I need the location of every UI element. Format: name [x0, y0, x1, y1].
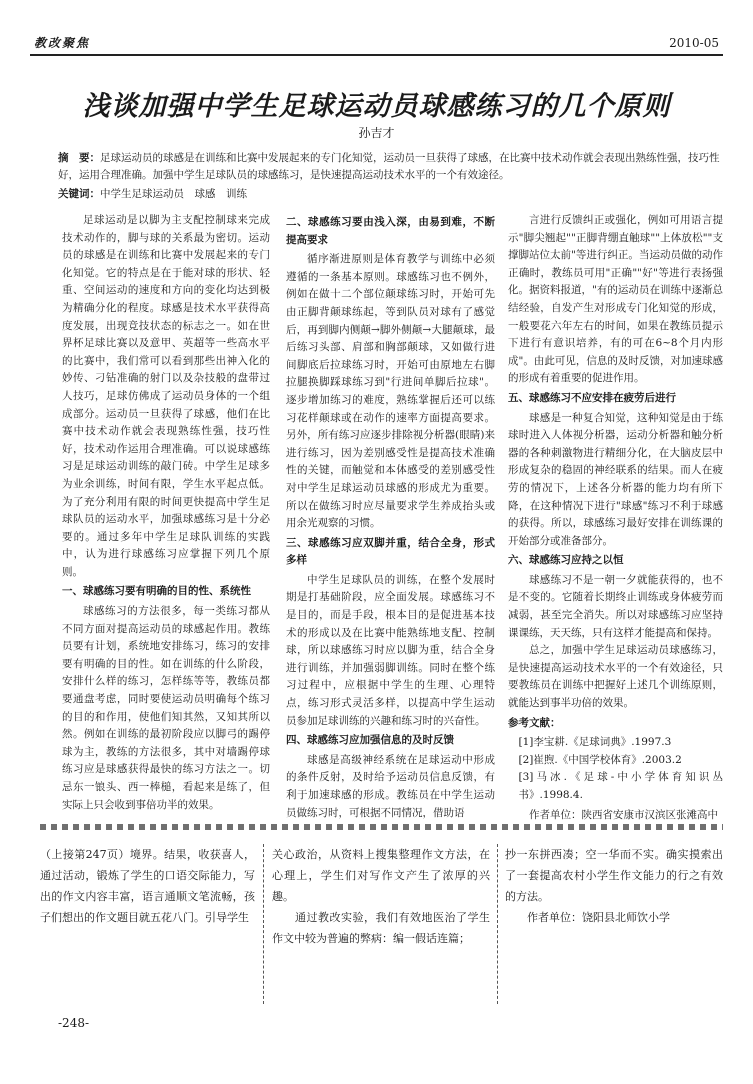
- issue-number: 2010-05: [669, 36, 719, 50]
- abstract: [58, 150, 723, 184]
- column-separator: [263, 844, 264, 1004]
- paragraph: 言进行反馈纠正或强化，例如可用语言提示"脚尖翘起""正脚背绷直触球""上体放松""支撑脚站位太前"等进行纠正。当运动员做的动作正确时，教练员可用"正确""好"等进行表扬强化。据资料报道，"有的运动员在训练中逐渐总结经验，自发产生对形成专门化知觉的形成，一般要花六年左右的时间，如果在教练员提示下进行有意识培养，有的可在6~8个月内形成"。由此可见，信息的及时反馈，对加速球感的形成有着重要的促进作用。: [508, 214, 723, 385]
- reference-item: [1]李宝耕.《足球词典》.1997.3: [518, 736, 672, 749]
- paragraph: 球感是一种复合知觉，这种知觉是由于练球时进入人体视分析器，运动分析器和触分析器的各种刺激物进行精细分化，在大脑皮层中形成复杂的稳固的神经联系的结果。而人在疲劳的情况下，上述各分析器的能力均有所下降，在这种情况下进行"球感"练习不利于球感的获得。所以，球感练习最好安排在训练课的开始部分或准备部分。: [508, 411, 723, 547]
- keywords: [58, 186, 723, 201]
- paragraph: 中学生足球队员的训练，在整个发展时期是打基础阶段，应全面发展。球感练习不是目的，而是手段，根本目的是促进基本技术的形成以及在比赛中能熟练地支配、控制球，所以球感练习时应以脚为重，结合全身进行训练，并加强弱脚训练。同时在整个练习过程中，应根据中学生的生理、心理特点，练习形式灵活多样，以提高中学生运动员参加足球训练的兴趣和练习时的兴奋性。: [286, 573, 495, 727]
- section-heading: 二、球感练习要由浅入深，由易到难，不断提高要求: [286, 216, 495, 246]
- paragraph: 抄一东拼西凑；空一华而不实。确实摸索出了一套提高农村小学生作文能力的行之有效的方法。 作者单位：饶阳县北师饮小学: [505, 848, 723, 924]
- paragraph: （上接第247页）境界。结果，收获喜人，通过活动，锻炼了学生的口语交际能力，写出的作文内容丰富，语言通顺文笔流畅，孩子们想出的作文题目就五花八门。引导学生: [40, 848, 255, 924]
- section-heading: 六、球感练习应持之以恒: [508, 554, 624, 567]
- column-separator: [497, 844, 498, 1004]
- paragraph: 球感练习不是一朝一夕就能获得的，也不是不变的。它随着长期终止训练或身体疲劳而减弱，甚至完全消失。所以对球感练习应坚持课课练，天天练，只有这样才能提高和保持。: [508, 573, 723, 639]
- references-title: 参考文献：: [508, 716, 561, 729]
- abstract-text: 足球运动员的球感是在训练和比赛中发展起来的专门化知觉，运动员一旦获得了球感，在比赛中技术动作就会表现出熟练性强，技巧性好，运用合理准确。加强中学生足球队员的球感练习，是快速提高运动技术水平的一个有效途径。: [58, 152, 720, 181]
- section-heading: 五、球感练习不应安排在疲劳后进行: [508, 391, 676, 404]
- author-affiliation: 作者单位：陕西省安康市汉滨区张滩高中: [529, 808, 718, 821]
- paragraph: 球感是高级神经系统在足球运动中形成的条件反射，及时给予运动员信息反馈，有利于加速球感的形成。教练员在中学生运动员做练习时，可根据不同情况，借助语: [286, 753, 495, 819]
- paragraph: 总之，加强中学生足球运动员球感练习，是快速提高运动技术水平的一个有效途径，只要教练员在训练中把握好上述几个训练原则，就能达到事半功倍的效果。: [508, 644, 723, 710]
- keywords-label: 关键词：: [58, 188, 100, 200]
- column-2: [286, 212, 495, 822]
- journal-name: 教改聚焦: [34, 36, 91, 50]
- article-title: 浅谈加强中学生足球运动员球感练习的几个原则: [82, 91, 671, 122]
- header-rule: [30, 54, 723, 56]
- page-number: -248-: [58, 1016, 90, 1030]
- reference-item: [3]马冰.《足球-中小学体育知识丛书》.1998.4.: [518, 771, 723, 801]
- column-3: [508, 212, 723, 824]
- continuation-column-3: [505, 844, 723, 928]
- abstract-label: 摘 要：: [58, 152, 100, 164]
- paragraph: 关心政治，从资料上搜集整理作文方法，在心理上，学生们对写作文产生了浓厚的兴趣。 通过教改实验，我们有效地医治了学生作文中较为普遍的弊病：编一假话连篇；: [272, 848, 490, 945]
- section-heading: 四、球感练习应加强信息的及时反馈: [286, 734, 454, 747]
- column-1: [62, 212, 270, 814]
- section-heading: 一、球感练习要有明确的目的性、系统性: [62, 585, 251, 598]
- article-author: 孙吉才: [358, 126, 395, 140]
- paragraph: 足球运动是以脚为主支配控制球来完成技术动作的，脚与球的关系最为密切。运动员的球感是在训练和比赛中发展起来的专门化知觉。它的特点是在于能对球的形状、轻重、空间运动的速度和方向的变化均达到极为精确分化的程度。球感是技术水平获得高度发展，出现竞技状态的标志之一。如在世界杯足球比赛以及意甲、英超等一些高水平的比赛中，我们常可以看到那些出神入化的妙传、刁钻准确的射门以及杂技般的盘带过人技巧，足球仿佛成了运动员身体的一个组成部分。运动员一旦获得了球感，他们在比赛中技术动作就会表现熟练性强，技巧性好，技术动作运用合理准确。可以说球感练习是足球运动训练的敲门砖。中学生足球多为业余训练，时间有限，学生水平起点低。为了充分利用有限的时间更快提高中学生足球队员的运动水平，加强球感练习是十分必要的。通过多年中学生足球队训练的实践中，认为进行球感练习应掌握下列几个原则。: [62, 214, 270, 578]
- reference-item: [2]崔煦.《中国学校体育》.2003.2: [518, 753, 682, 766]
- decorative-divider: [40, 824, 723, 830]
- continuation-column-1: [40, 844, 255, 928]
- section-heading: 三、球感练习应双脚并重，结合全身，形式多样: [286, 536, 495, 567]
- keywords-text: 中学生足球运动员 球感 训练: [100, 188, 247, 200]
- paragraph: 球感练习的方法很多，每一类练习都从不同方面对提高运动员的球感起作用。教练员要有计划，系统地安排练习，练习的安排要有明确的目的性。如在训练的什么阶段，安排什么样的练习，怎样练等等，教练员都要通盘考虑，同时要使运动员明确每个练习的目的和作用，使他们知其然，又知其所以然。例如在训练的最初阶段应以脚弓的踢停球为主，教练的方法很多，其中对墙踢停球练习应是球感获得最快的练习方法之一。切忌东一锒头、西一棒槌，看起来是练了，但实际上只会收到事倍功半的效果。: [62, 605, 270, 811]
- paragraph: 循序渐进原则是体育教学与训练中必须遵循的一条基本原则。球感练习也不例外，例如在做十二个部位颠球练习时，开始可先由正脚背颠球练起，等到队员对球有了感觉后，再到脚内侧颠→脚外侧颠→大腿颠球，最后练习头部、肩部和胸部颠球，又如做行进间脚底后拉球练习时，开始可由原地左右脚拉腿换脚踩球练习到"行进间单脚后拉球"。逐步增加练习的难度，熟练掌握后还可以练习花样颠球或在动作的速率方面提高要求。另外，所有练习应逐步排除视分析器(眼睛)来进行练习，因为差别感受性是提高技术准确性的关键，而触觉和本体感受的差别感受性对中学生足球运动员球感的形成尤为重要。所以在做练习时应尽量要求学生养成抬头或用余光观察的习惯。: [286, 253, 495, 530]
- continuation-column-2: [272, 844, 490, 949]
